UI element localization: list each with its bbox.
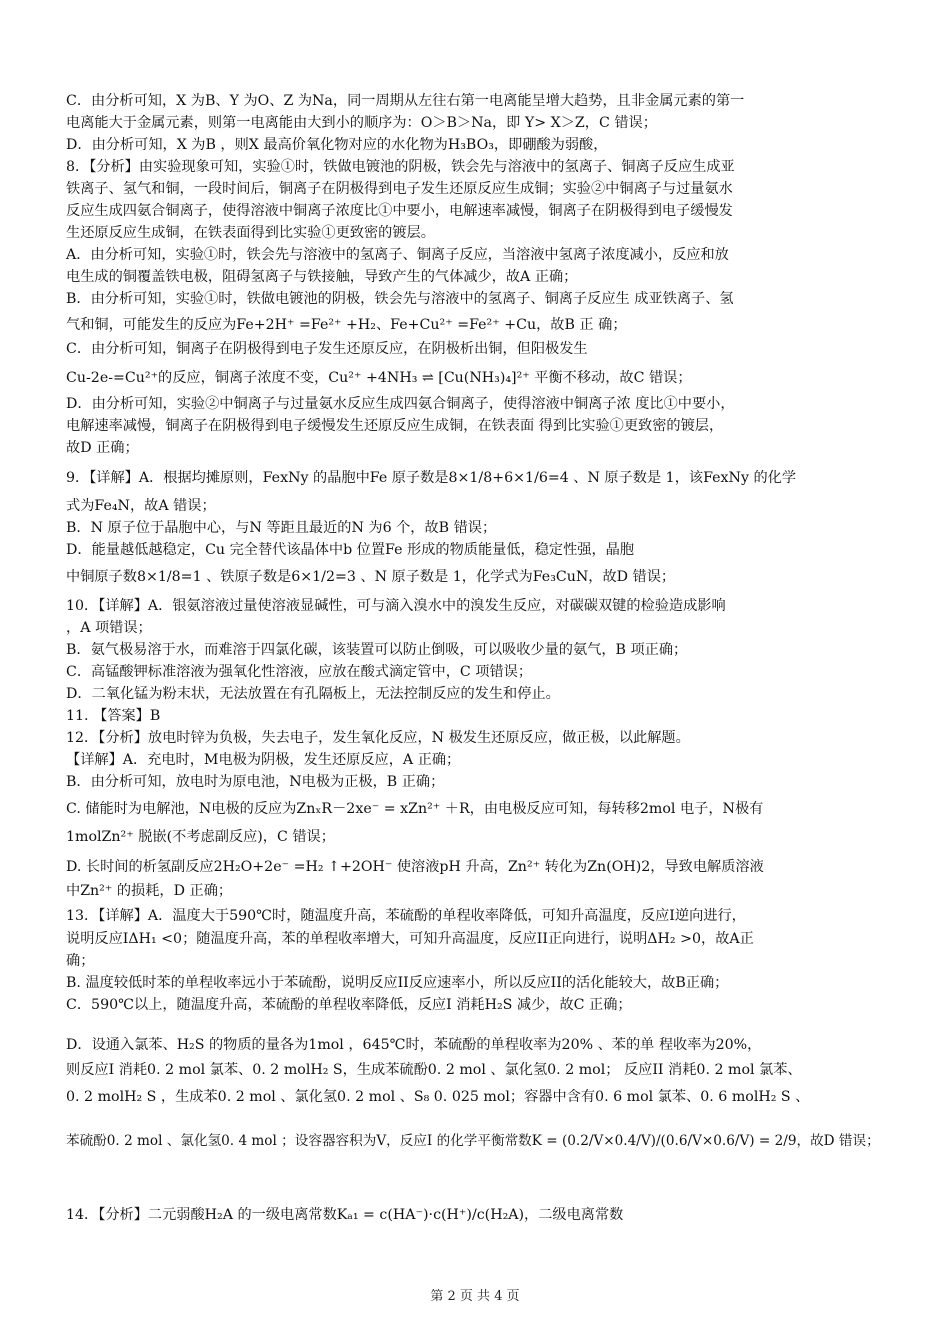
page-footer: 第 2 页 共 4 页: [430, 1289, 520, 1304]
text-line: ，A 项错误；: [66, 620, 152, 636]
text-line: 14．【分析】二元弱酸H₂A 的一级电离常数Kₐ₁ = c(HA⁻)·c(H⁺)/c(H₂A)，二级电离常数: [66, 1207, 624, 1223]
text-line: 故D 正确；: [66, 440, 139, 456]
text-line: 0. 2 molH₂ S ，生成苯0. 2 mol 、氯化氢0. 2 mol 、S₈ 0. 025 mol；容器中含有0. 6 mol 氯苯、0. 6 molH₂ S 、: [66, 1089, 810, 1105]
text-line: 电离能大于金属元素，则第一电离能由大到小的顺序为：O＞B＞Na，即 Y> X＞Z，C 错误；: [66, 115, 657, 131]
text-line: 确；: [66, 953, 95, 969]
text-line: 气和铜，可能发生的反应为Fe+2H⁺ =Fe²⁺ +H₂、Fe+Cu²⁺ =Fe²⁺ +Cu，故B 正 确；: [66, 317, 627, 333]
text-line: C．由分析可知，铜离子在阴极得到电子发生还原反应，在阴极析出铜，但阳极发生: [66, 341, 588, 357]
text-line: 电解速率减慢，铜离子在阴极得到电子缓慢发生还原反应生成铜，在铁表面 得到比实验①更致密的镀层，: [66, 418, 724, 434]
text-line: 电生成的铜覆盖铁电极，阻碍氢离子与铁接触，导致产生的气体减少，故A 正确；: [66, 269, 578, 285]
text-line: B．由分析可知，放电时为原电池，N电极为正极，B 正确；: [66, 774, 445, 790]
text-line: D．能量越低越稳定，Cu 完全替代该晶体中b 位置Fe 形成的物质能量低，稳定性强，晶胞: [66, 542, 635, 558]
text-line: C．590℃以上，随温度升高，苯硫酚的单程收率降低，反应I 消耗H₂S 减少，故C 正确；: [66, 997, 632, 1013]
text-line: 13．【详解】A．温度大于590℃时，随温度升高，苯硫酚的单程收率降低，可知升高温度，反应I逆向进行，: [66, 908, 746, 924]
text-line: 9．【详解】A．根据均摊原则，FexNy 的晶胞中Fe 原子数是8×1/8+6×1/6=4 、N 原子数是 1，该FexNy 的化学: [66, 470, 797, 486]
text-line: 苯硫酚0. 2 mol 、氯化氢0. 4 mol ；设容器容积为V，反应I 的化学平衡常数K = (0.2/V×0.4/V)/(0.6/V×0.6/V) = 2/9，故D 错误；: [66, 1133, 880, 1149]
text-line: 8．【分析】由实验现象可知，实验①时，铁做电镀池的阴极，铁会先与溶液中的氢离子、铜离子反应生成亚: [66, 159, 735, 175]
text-line: D．由分析可知，X 为B ，则X 最高价氧化物对应的水化物为H₃BO₃，即硼酸为弱酸，: [66, 137, 608, 153]
text-line: B．由分析可知，实验①时，铁做电镀池的阴极，铁会先与溶液中的氢离子、铜离子反应生 成亚铁离子、氢: [66, 291, 734, 307]
text-line: D. 长时间的析氢副反应2H₂O+2e⁻ =H₂ ↑+2OH⁻ 使溶液pH 升高，Zn²⁺ 转化为Zn(OH)2，导致电解质溶液: [66, 859, 764, 875]
text-line: A．由分析可知，实验①时，铁会先与溶液中的氢离子、铜离子反应，当溶液中氢离子浓度减小，反应和放: [66, 247, 729, 263]
text-line: 反应生成四氨合铜离子，使得溶液中铜离子浓度比①中要小，电解速率减慢，铜离子在阴极得到电子缓慢发: [66, 203, 733, 219]
text-line: B．氨气极易溶于水，而难溶于四氯化碳，该装置可以防止倒吸，可以吸收少量的氨气，B 项正确；: [66, 642, 688, 658]
text-line: 生还原反应生成铜，在铁表面得到比实验①更致密的镀层。: [66, 225, 435, 241]
text-line: B. 温度较低时苯的单程收率远小于苯硫酚，说明反应II反应速率小，所以反应II的活化能较大，故B正确；: [66, 975, 729, 991]
text-line: C．高锰酸钾标准溶液为强氧化性溶液，应放在酸式滴定管中，C 项错误；: [66, 664, 533, 680]
text-line: C. 储能时为电解池，N电极的反应为ZnₓR－2xe⁻ = xZn²⁺ ＋R，由电极反应可知，每转移2mol 电子，N极有: [66, 801, 764, 817]
text-line: 10．【详解】A．银氨溶液过量使溶液显碱性，可与滴入溴水中的溴发生反应，对碳碳双键的检验造成影响: [66, 598, 726, 614]
text-line: 式为Fe₄N，故A 错误；: [66, 498, 216, 514]
text-line: 1molZn²⁺ 脱嵌(不考虑副反应)，C 错误；: [66, 829, 335, 845]
text-line: 11. 【答案】B: [66, 708, 161, 724]
text-line: 12．【分析】放电时锌为负极，失去电子，发生氧化反应，N 极发生还原反应，做正极，以此解题。: [66, 730, 690, 746]
text-line: 中铜原子数8×1/8=1 、铁原子数是6×1/2=3 、N 原子数是 1，化学式为Fe₃CuN，故D 错误；: [66, 569, 676, 585]
text-line: D．二氧化锰为粉末状，无法放置在有孔隔板上，无法控制反应的发生和停止。: [66, 686, 560, 702]
text-line: 【详解】A．充电时，M电极为阴极，发生还原反应，A 正确；: [66, 752, 461, 768]
text-line: B．N 原子位于晶胞中心，与N 等距且最近的N 为6 个，故B 错误；: [66, 520, 497, 536]
text-line: 中Zn²⁺ 的损耗，D 正确；: [66, 883, 233, 899]
text-line: D．设通入氯苯、H₂S 的物质的量各为1mol ，645℃时，苯硫酚的单程收率为20% 、苯的单 程收率为20%，: [66, 1037, 762, 1053]
text-line: Cu-2e-=Cu²⁺的反应，铜离子浓度不变，Cu²⁺ +4NH₃ ⇌ [Cu(NH₃)₄]²⁺ 平衡不移动，故C 错误；: [66, 370, 692, 386]
text-line: D．由分析可知，实验②中铜离子与过量氨水反应生成四氨合铜离子，使得溶液中铜离子浓 度比①中要小，: [66, 396, 735, 412]
text-line: 说明反应IΔH₁ <0；随温度升高，苯的单程收率增大，可知升高温度，反应II正向进行，说明ΔH₂ >0，故A正: [66, 931, 754, 947]
text-line: C．由分析可知，X 为B、Y 为O、Z 为Na，同一周期从左往右第一电离能呈增大趋势，且非金属元素的第一: [66, 93, 745, 109]
text-line: 则反应I 消耗0. 2 mol 氯苯、0. 2 molH₂ S，生成苯硫酚0. 2 mol 、氯化氢0. 2 mol； 反应II 消耗0. 2 mol 氯苯、: [66, 1062, 802, 1078]
text-line: 铁离子、氢气和铜，一段时间后，铜离子在阴极得到电子发生还原反应生成铜；实验②中铜离子与过量氨水: [66, 181, 733, 197]
